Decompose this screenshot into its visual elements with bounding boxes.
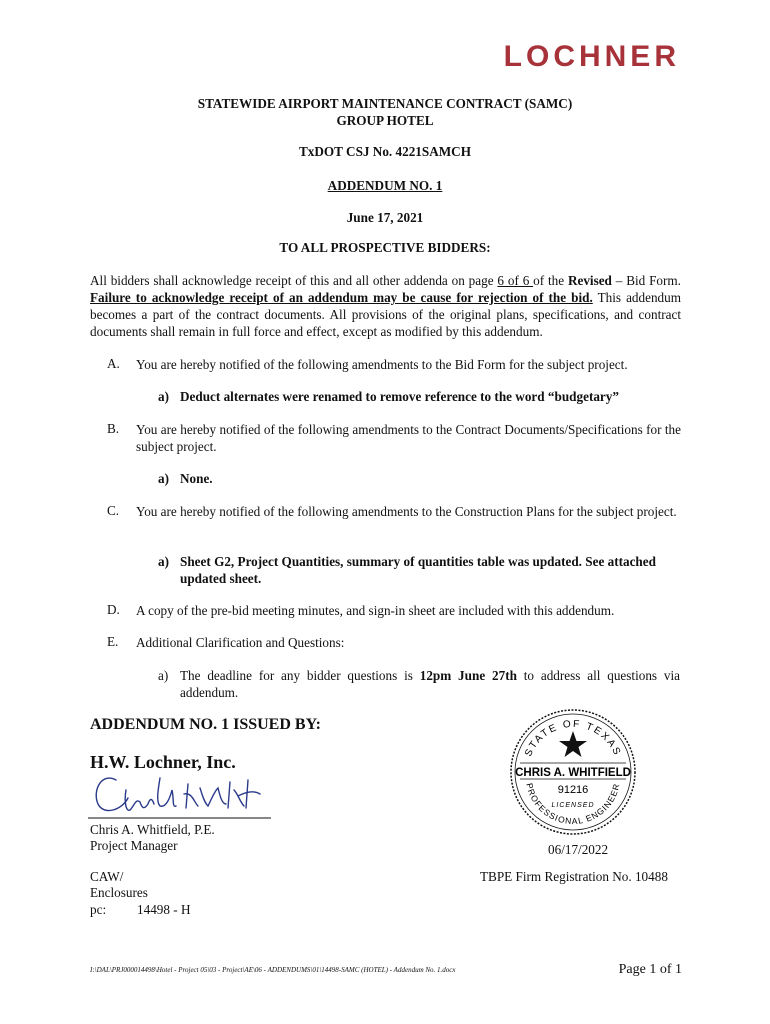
item-c-text: You are hereby notified of the following amendments to the Construction Plans for the subject project. xyxy=(136,504,677,519)
item-e-sub: a) The deadline for any bidder questions is 12pm June 27th to address all questions via addendum. xyxy=(158,668,680,700)
engineer-seal xyxy=(508,707,638,837)
lochner-logo: LOCHNER xyxy=(503,40,680,73)
intro-paragraph: All bidders shall acknowledge receipt of this and all other addenda on page 6 of 6 of the Revised – Bid Form. Failure to acknowledge receipt of an addendum may be cause for rejection of the bid. This addendum becomes a part of the contract documents. All provisions of the original plans, specifications, and contract documents shall remain in full force and effect, except as modified by this addendum. xyxy=(90,273,681,339)
signer-title: Project Manager xyxy=(90,838,178,853)
item-d-letter: D. xyxy=(107,602,120,617)
item-a-text: You are hereby notified of the following amendments to the Bid Form for the subject project. xyxy=(136,357,628,372)
page-number: Page 1 of 1 xyxy=(618,962,682,977)
seal-bottom-text: PROFESSIONAL ENGINEER xyxy=(524,782,622,827)
item-b-letter: B. xyxy=(107,421,120,436)
seal-name: CHRIS A. WHITFIELD xyxy=(515,767,631,779)
item-b-text: You are hereby notified of the following amendments to the Contract Documents/Specifications for the subject project. xyxy=(136,422,681,454)
seal-number: 91216 xyxy=(557,784,589,796)
item-c-sub: a) Sheet G2, Project Quantities, summary of quantities table was updated. See attached updated sheet. xyxy=(158,554,656,586)
pc-value: 14498 - H xyxy=(137,902,191,917)
item-b-sub: a) None. xyxy=(158,471,213,486)
firm-registration: TBPE Firm Registration No. 10488 xyxy=(480,869,668,884)
salutation: TO ALL PROSPECTIVE BIDDERS: xyxy=(279,240,491,255)
star-icon xyxy=(559,731,587,757)
group-title: GROUP HOTEL xyxy=(336,113,434,128)
company-name: H.W. Lochner, Inc. xyxy=(90,752,236,772)
file-path-footer: I:\DAL\PRJ000014498\Hotel - Project 05\03 - Project\AE\06 - ADDENDUMS\01\14498-SAMC (HOTEL) - Addendum No. 1.docx xyxy=(90,966,456,974)
contract-title: STATEWIDE AIRPORT MAINTENANCE CONTRACT (SAMC) xyxy=(197,96,573,111)
caw-initials: CAW/ xyxy=(90,869,124,884)
seal-licensed: LICENSED xyxy=(551,802,595,809)
issued-by-heading: ADDENDUM NO. 1 ISSUED BY: xyxy=(90,716,321,733)
page-reference: 6 of 6 xyxy=(497,273,534,288)
item-a-letter: A. xyxy=(107,356,120,371)
item-a-sub: a) Deduct alternates were renamed to remove reference to the word “budgetary” xyxy=(158,389,619,404)
csj-number: TxDOT CSJ No. 4221SAMCH xyxy=(299,144,471,159)
seal-date: 06/17/2022 xyxy=(548,842,609,857)
item-d-text: A copy of the pre-bid meeting minutes, and sign-in sheet are included with this addendum. xyxy=(136,603,615,618)
addendum-title: ADDENDUM NO. 1 xyxy=(327,178,443,193)
item-c-letter: C. xyxy=(107,503,120,518)
document-date: June 17, 2021 xyxy=(346,210,424,225)
signer-name: Chris A. Whitfield, P.E. xyxy=(90,822,215,837)
signature xyxy=(88,768,273,823)
item-e-letter: E. xyxy=(107,634,119,649)
enclosures: Enclosures xyxy=(90,885,148,900)
seal-top-text: STATE OF TEXAS xyxy=(523,718,623,759)
item-e-text: Additional Clarification and Questions: xyxy=(136,635,345,650)
failure-warning: Failure to acknowledge receipt of an addendum may be cause for rejection of the bid. xyxy=(90,290,593,305)
pc-label: pc: xyxy=(90,902,107,917)
